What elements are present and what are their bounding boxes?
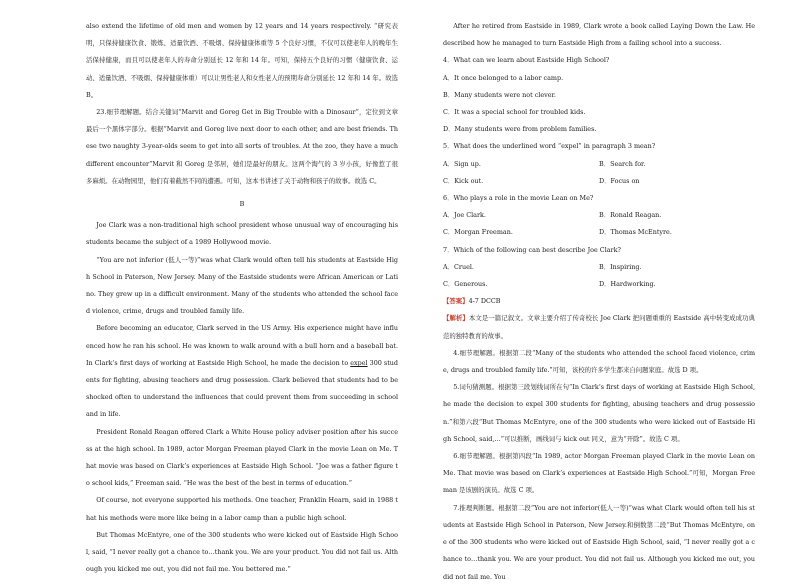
text-run: Before becoming an educator, Clark served in the US Army. His experience might have influenced how he ran his school. He was known to walk around with a bull horn and a baseball bat. In Clark’s first days of working at Eastside High School, he made the decision to <box>86 324 398 367</box>
option: C．Morgan Freeman. <box>443 228 513 237</box>
options-row <box>443 224 755 241</box>
explanation-label: 【解析】 <box>443 314 469 323</box>
explanation-text: 本文是一篇记叙文。文章主要介绍了传奇校长 Joe Clark 把问题重重的 Eastside 高中转变成成功典范的独特教育的故事。 <box>443 314 755 340</box>
options-row <box>443 276 755 293</box>
question-6: 6．Who plays a role in the movie Lean on Me? <box>443 194 594 203</box>
paragraph-explanation-23: 23.细节理解题。结合关键词“Marvit and Goreg Get in Big Trouble with a Dinosaur”，定位到文章最后一个黑体字部分。根据“Marvit and Goreg live next door to each other, and are best friends. These two naughty 3-year-olds seem to get into all sorts of troubles. At the zoo, they have a much different encounter”Marvit 和 Goreg 是邻居，她们是最好的朋友。这两个淘气的 3 岁小孩，好像惹了很多麻烦。在动物园里，他们有着截然不同的遭遇。可知，这本书讲述了关于动物和孩子的故事。故选 C。 <box>86 108 398 185</box>
option: D．Many students were from problem families. <box>443 125 597 134</box>
option: D．Thomas McEntyre. <box>599 228 672 237</box>
options-row <box>443 207 755 224</box>
explanation-intro <box>443 310 755 344</box>
explanation-4: 4.细节理解题。根据第二段“Many of the students who attended the school faced violence, crime, drugs and troubled family life.”可知，该校的许多学生都来自问题家庭。故选 D 项。 <box>443 348 755 375</box>
text-run: 300 students for fighting, abusing teachers and drug possession. Clark believed that students had to be shocked often to understand the influences that could prevent them from succeeding in school and in life. <box>86 358 398 419</box>
paragraph: President Ronald Reagan offered Clark a White House policy adviser position after his success at the high school. In 1989, actor Morgan Freeman played Clark in the movie Lean on Me. That movie was based on Clark’s experiences at Eastside High School. “Joe was a father figure to school kids,” Freeman said. “He was the best of the best in terms of education.” <box>86 427 398 488</box>
paragraph: Joe Clark was a non-traditional high school president whose unusual way of encouraging his students became the subject of a 1989 Hollywood movie. <box>86 221 398 247</box>
option: A．Sign up. <box>443 159 481 168</box>
paragraph: After he retired from Eastside in 1989, Clark wrote a book called Laying Down the Law. He described how he managed to turn Eastside High from a failing school into a success. <box>443 22 755 48</box>
options-row <box>443 259 755 276</box>
options-row <box>443 156 755 173</box>
option: B．Many students were not clever. <box>443 90 556 99</box>
underlined-word-expel: expel <box>350 358 368 367</box>
option: C．It was a special school for troubled kids. <box>443 108 586 117</box>
option: A．Joe Clark. <box>443 211 486 220</box>
question-7: 7．Which of the following can best describe Joe Clark? <box>443 245 621 254</box>
right-column <box>443 18 755 586</box>
paragraph: Of course, not everyone supported his methods. One teacher, Franklin Hearn, said in 1988 that his methods were more like being in a labor camp than a public high school. <box>86 496 398 522</box>
option: C．Kick out. <box>443 176 484 185</box>
explanation-6: 6.细节理解题。根据第四段“In 1989, actor Morgan Freeman played Clark in the movie Lean on Me. That movie was based on Clark’s experiences at Eastside High School.”可知，Morgan Freeman 是该剧的演员。故选 C 项。 <box>443 452 755 495</box>
option: D．Hardworking. <box>599 280 656 289</box>
answer-text: 4-7 DCCB <box>468 297 501 306</box>
answer-line <box>443 293 755 310</box>
paragraph <box>86 320 398 423</box>
option: C．Generous. <box>443 280 488 289</box>
option: B．Inspiring. <box>599 262 642 271</box>
section-heading: B <box>239 200 245 209</box>
option: A．It once belonged to a labor camp. <box>443 73 564 82</box>
option: B．Search for. <box>599 159 646 168</box>
option: B．Ronald Reagan. <box>599 211 662 220</box>
question-4: 4．What can we learn about Eastside High School? <box>443 56 610 65</box>
paragraph: But Thomas McEntyre, one of the 300 students who were kicked out of Eastside High School, said, “I never really got a chance to…thank you. We are your product. You did not fail us. Although you kicked me out, you did not fail me. You bettered me.” <box>86 530 398 574</box>
paragraph: “You are not inferior (低人一等)”was what Clark would often tell his students at Eastside High School in Paterson, New Jersey. Many of the Eastside students were African American or Latino. They grew up in a difficult environment. Many of the students who attended the school faced violence, crime, drugs and troubled family life. <box>86 255 398 316</box>
explanation-7: 7.推理判断题。根据第二段“You are not inferior(低人一等)”was what Clark would often tell his students at Eastside High School in Paterson, New Jersey.和倒数第二段“But Thomas McEntyre, one of the 300 students who were kicked out of Eastside High School, said, “I never really got a chance to…thank you. We are your product. You did not fail us. Although you kicked me out, you did not fail me. You <box>443 503 755 581</box>
answer-label: 【答案】 <box>443 297 469 306</box>
option: D．Focus on <box>599 176 640 185</box>
paragraph: also extend the lifetime of old men and women by 12 years and 14 years respectively. “研究表明，只保持健康饮食、锻炼、适量饮酒、不吸烟、保持健康体重等 5 个良好习惯，不仅可以使老年人的晚年生活保持健康，而且可以使老年人的寿命分别延长 12 年和 14 年。可知，保持五个良好的习惯（健康饮食、运动、适量饮酒、不吸烟、保持健康体重）可以让男性老人和女性老人的预期寿命分别延长 12 年和 14 年。故选 B。 <box>86 22 398 99</box>
question-5: 5．What does the underlined word “expel” in paragraph 3 mean? <box>443 142 656 151</box>
explanation-5: 5.词句猜测题。根据第三段划线词所在句“In Clark’s first days of working at Eastside High School, he made the decision to expel 300 students for fighting, abusing teachers and drug possession.”和第六段“But Thomas McEntyre, one of the 300 students who were kicked out of Eastside High School, said,…”可以推断，画线词与 kick out 同义，意为“开除”。故选 C 项。 <box>443 383 755 443</box>
left-column <box>86 18 398 579</box>
options-row <box>443 173 755 190</box>
option: A．Cruel. <box>443 262 474 271</box>
